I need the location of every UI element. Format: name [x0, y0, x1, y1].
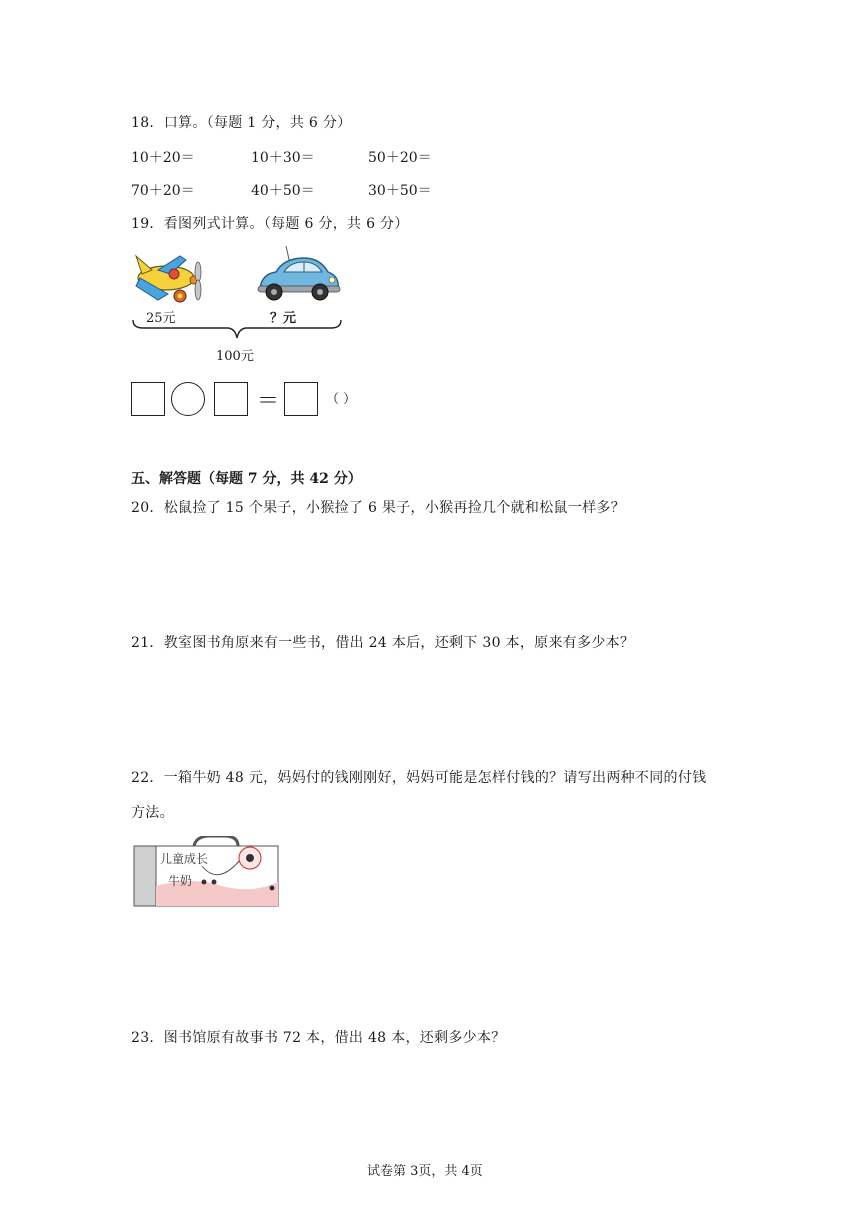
operator-circle[interactable] [171, 382, 205, 416]
q18-title: 18．口算。（每题 1 分，共 6 分） [131, 115, 352, 131]
q18-calc-6: 30＋50＝ [368, 183, 432, 199]
q22-text-line1: 22．一箱牛奶 48 元，妈妈付的钱刚刚好，妈妈可能是怎样付钱的？请写出两种不同的付钱 [131, 770, 707, 786]
q20-text: 20．松鼠捡了 15 个果子，小猴捡了 6 果子，小猴再捡几个就和松鼠一样多？ [131, 500, 626, 516]
equals-sign: ＝ [257, 389, 280, 414]
answer-box-result[interactable] [284, 382, 318, 416]
q18-calc-4: 70＋20＝ [131, 183, 195, 199]
airplane-icon [128, 248, 208, 312]
page-footer: 试卷第 3页，共 4页 [367, 1164, 483, 1179]
car-icon [254, 244, 342, 308]
q18-calc-2: 10＋30＝ [251, 150, 315, 166]
total-price: 100元 [216, 349, 254, 364]
total-brace [131, 318, 343, 342]
section-title: 五、解答题（每题 7 分，共 42 分） [131, 471, 362, 487]
answer-box-1[interactable] [131, 382, 165, 416]
milk-label-2: 牛奶 [168, 874, 193, 888]
answer-box-2[interactable] [214, 382, 248, 416]
plane-price: 25元 [146, 311, 176, 326]
q19-title: 19．看图列式计算。（每题 6 分，共 6 分） [131, 216, 409, 232]
q18-calc-3: 50＋20＝ [368, 150, 432, 166]
car-price: ？元 [270, 311, 297, 326]
q18-calc-5: 40＋50＝ [251, 183, 315, 199]
q21-text: 21．教室图书角原来有一些书，借出 24 本后，还剩下 30 本，原来有多少本？ [131, 635, 635, 651]
q22-text-line2: 方法。 [131, 805, 174, 821]
unit-parentheses[interactable]: （ ） [326, 392, 357, 407]
q18-calc-1: 10＋20＝ [131, 150, 195, 166]
milk-label-1: 儿童成长 [160, 852, 209, 866]
q23-text: 23．图书馆原有故事书 72 本，借出 48 本，还剩多少本？ [131, 1030, 506, 1046]
milk-box-icon [132, 836, 280, 910]
